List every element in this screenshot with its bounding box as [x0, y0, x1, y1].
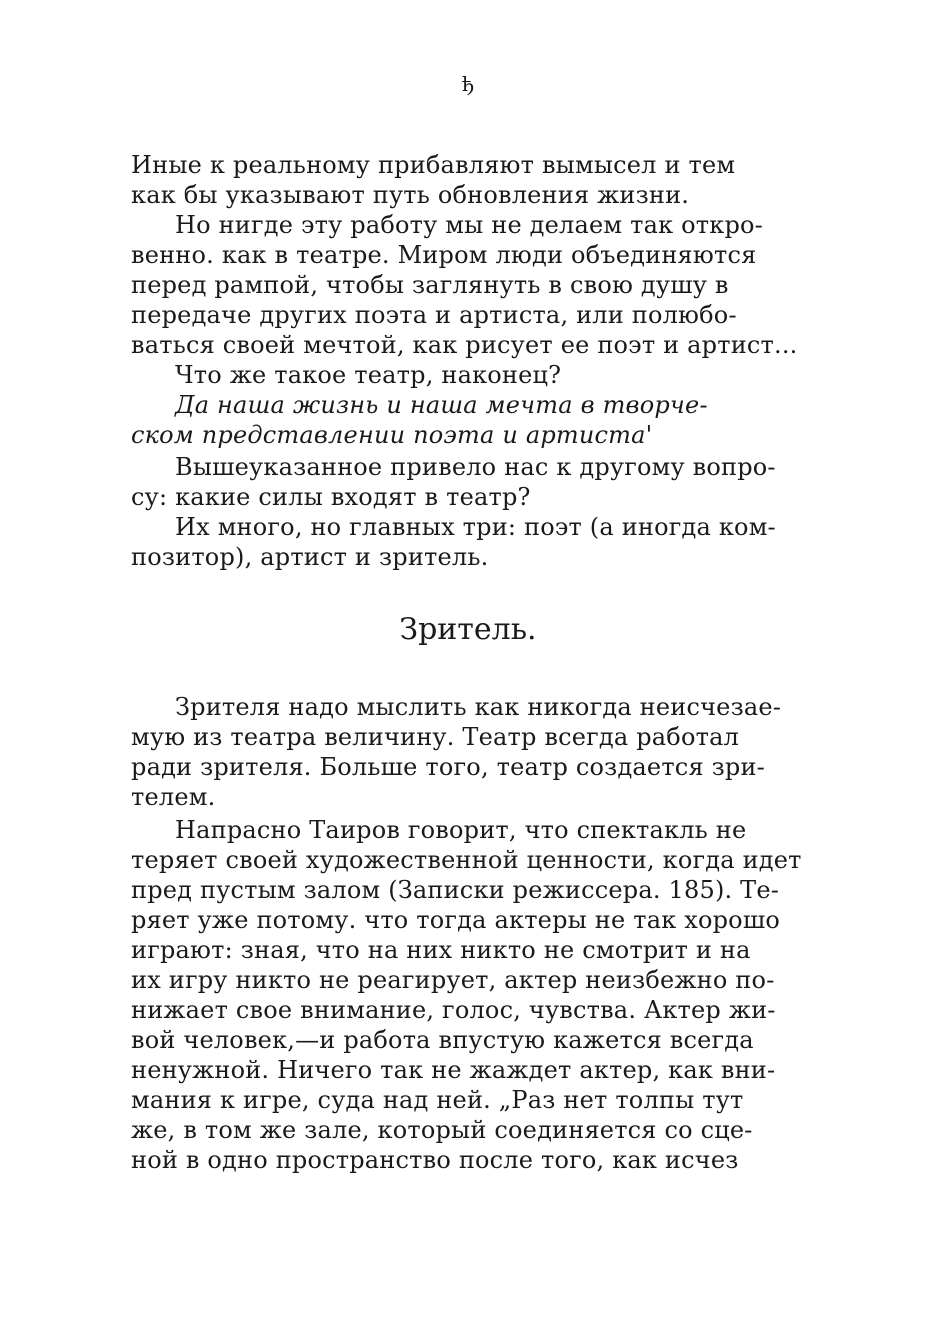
section-title: Зритель.: [399, 612, 537, 647]
text-line: их игру никто не реагирует, актер неизбежно по-: [131, 966, 775, 994]
text-line: передаче других поэта и артиста, или полюбо-: [131, 301, 737, 329]
text-line: телем.: [131, 783, 216, 811]
text-line: Вышеуказанное привело нас к другому вопро-: [175, 453, 776, 481]
text-line: как бы указывают путь обновления жизни.: [131, 181, 690, 209]
text-line: вой человек,—и работа впустую кажется всегда: [131, 1026, 754, 1054]
text-line: же, в том же зале, который соединяется со сце-: [131, 1116, 753, 1144]
text-line: мания к игре, суда над ней. „Раз нет толпы тут: [131, 1086, 744, 1114]
page-number: ђ: [461, 72, 475, 96]
text-line: перед рампой, чтобы заглянуть в свою душу в: [131, 271, 729, 299]
text-line: Что же такое театр, наконец?: [175, 361, 562, 389]
italic-text-line: Да наша жизнь и наша мечта в творче-: [175, 391, 708, 419]
text-line: Иные к реальному прибавляют вымысел и тем: [131, 151, 736, 179]
text-line: ваться своей мечтой, как рисует ее поэт и артист...: [131, 331, 798, 359]
text-line: Их много, но главных три: поэт (а иногда ком-: [175, 513, 776, 541]
text-line: теряет своей художественной ценности, когда идет: [131, 846, 802, 874]
text-line: венно. как в театре. Миром люди объединяются: [131, 241, 757, 269]
text-line: су: какие силы входят в театр?: [131, 483, 531, 511]
text-line: позитор), артист и зритель.: [131, 543, 489, 571]
text-line: Зрителя надо мыслить как никогда неисчезае-: [175, 693, 782, 721]
text-line: ряет уже потому. что тогда актеры не так хорошо: [131, 906, 780, 934]
text-line: Напрасно Таиров говорит, что спектакль не: [175, 816, 747, 844]
text-line: пред пустым залом (Записки режиссера. 185). Те-: [131, 876, 780, 904]
text-line: нижает свое внимание, голос, чувства. Актер жи-: [131, 996, 776, 1024]
text-line: играют: зная, что на них никто не смотрит и на: [131, 936, 751, 964]
text-line: ради зрителя. Больше того, театр создается зри-: [131, 753, 765, 781]
text-line: ненужной. Ничего так не жаждет актер, как вни-: [131, 1056, 776, 1084]
text-line: ной в одно пространство после того, как исчез: [131, 1146, 739, 1174]
text-line: мую из театра величину. Театр всегда работал: [131, 723, 740, 751]
italic-text-line: ском представлении поэта и артиста': [131, 421, 653, 449]
text-line: Но нигде эту работу мы не делаем так откро-: [175, 211, 763, 239]
